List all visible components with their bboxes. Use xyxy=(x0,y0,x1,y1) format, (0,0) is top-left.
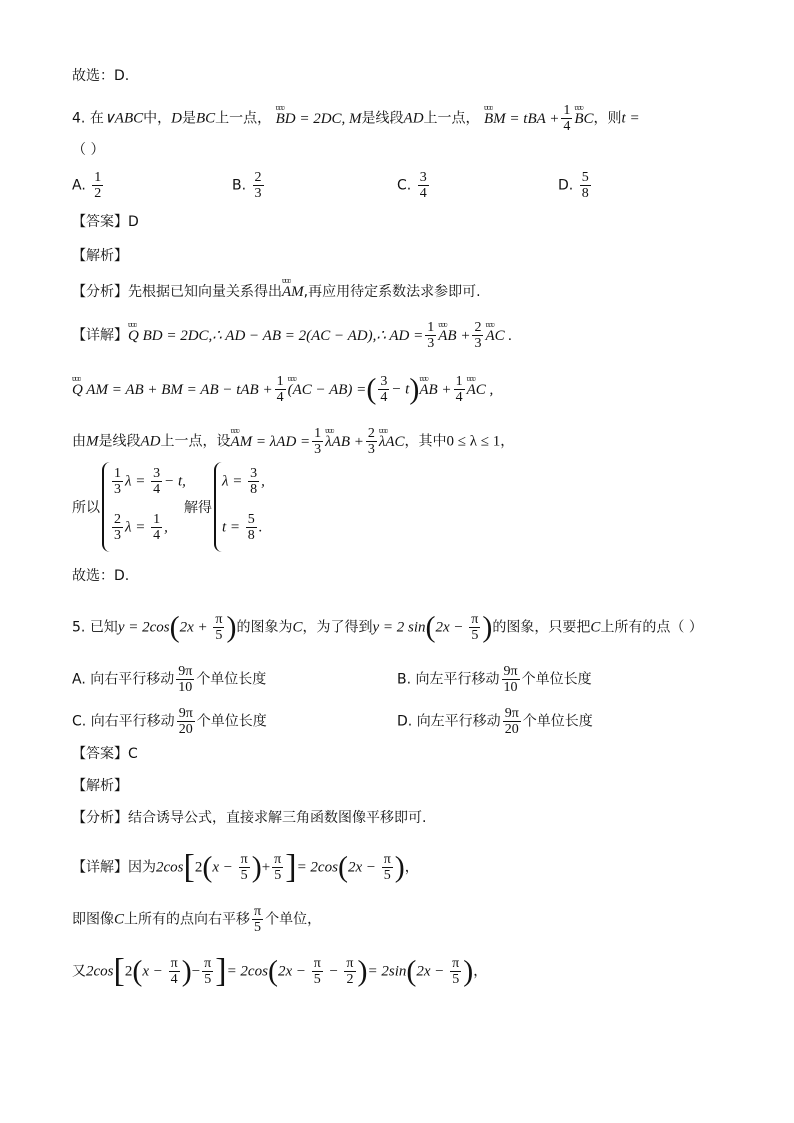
q5-answer: 【答案】C xyxy=(72,746,138,762)
q5-option-c[interactable]: C. 向右平行移动 $\frac{9\pi}{20}$ 个单位长度 xyxy=(72,706,267,737)
q4-vector-expr: ʋʋʋ BM = tBA + xyxy=(484,109,559,129)
q4-jiexi-heading: 【解析】 xyxy=(72,248,128,264)
q5-option-d[interactable]: D. 向左平行移动 $\frac{9\pi}{20}$ 个单位长度 xyxy=(397,706,593,737)
option-fraction: $\frac{5}{8}$ xyxy=(581,170,589,201)
q4-var: t = xyxy=(621,110,640,127)
q5-analysis: 【分析】结合诱导公式，直接求解三角函数图像平移即可. xyxy=(72,810,427,826)
q5-detail-line-3: 又2cos[2(x − $\frac{\pi}{4}$ )− $\frac{\pi}{5}$ ]= 2cos(2x − $\frac{\pi}{5}$ − $\frac{\pi}{2}$ )= 2sin(2x − $\frac{\pi}{5}$ )， xyxy=(72,952,488,990)
vector-am: ʋʋʋ AM xyxy=(282,282,304,302)
option-fraction: $\frac{1}{2}$ xyxy=(94,170,102,201)
q4-option-b[interactable]: B. $\frac{2}{3}$ xyxy=(232,170,262,201)
q4-text: 在 xyxy=(89,110,104,127)
q4-vector-condition: ʋʋʋ BD = 2DC, M xyxy=(276,109,362,129)
q4-text: 上一点， xyxy=(215,110,272,127)
q5-option-b[interactable]: B. 向左平行移动 $\frac{9\pi}{10}$ 个单位长度 xyxy=(397,664,592,695)
q4-detail-line-1: 【详解】ʋʋʋ Q BD = 2DC,∴ AD − AB = 2(AC − AD),∴ AD = $\frac{1}{3}$ ʋʋʋ AB + $\frac{2}{3}$ ʋʋʋ AC . xyxy=(72,320,512,351)
q4-answer-paren: （ ） xyxy=(72,142,105,158)
q4-text: 是 xyxy=(181,110,196,127)
q4-text: ，则 xyxy=(593,110,622,127)
q5-jiexi-heading: 【解析】 xyxy=(72,778,128,794)
q4-text: 中， xyxy=(143,110,172,127)
system1-row2: $\frac{2}{3}$ λ = $\frac{1}{4}$ , xyxy=(114,512,168,543)
q5-detail-line-1: 【详解】因为2cos[2(x − $\frac{\pi}{5}$ )+ $\frac{\pi}{5}$ ]= 2cos(2x − $\frac{\pi}{5}$ )， xyxy=(72,848,419,886)
q4-option-c[interactable]: C. $\frac{3}{4}$ xyxy=(397,170,427,201)
system2-row2: t = $\frac{5}{8}$ . xyxy=(222,512,263,543)
q4-detail-line-3: 由M是线段AD上一点，设ʋʋʋ AM = λAD = $\frac{1}{3}$ ʋʋʋ λAB + $\frac{2}{3}$ ʋʋʋ λAC，其中0 ≤ λ ≤ 1， xyxy=(72,426,514,457)
q4-option-a[interactable]: A. $\frac{1}{2}$ xyxy=(72,170,102,201)
q4-fraction: $\frac{1}{4}$ xyxy=(563,103,571,134)
q4-stem xyxy=(72,103,640,134)
q4-jiede: 解得 xyxy=(184,500,212,516)
q4-analysis: 【分析】先根据已知向量关系得出ʋʋʋ AM,再应用待定系数法求参即可. xyxy=(72,282,481,302)
q4-var: BC xyxy=(195,110,216,127)
prev-answer-conclusion: 故选：D. xyxy=(72,68,130,84)
option-fraction: $\frac{3}{4}$ xyxy=(419,170,427,201)
q4-suoyi: 所以 xyxy=(72,500,100,516)
q4-answer: 【答案】D xyxy=(72,214,139,230)
q4-var: AD xyxy=(403,110,424,127)
q4-detail-line-2: ʋʋʋ Q AM = AB + BM = AB − tAB + $\frac{1}{4}$ ʋʋʋ (AC − AB) =( $\frac{3}{4}$ − t)ʋʋʋ AB + $\frac{1}{4}$ ʋʋʋ AC , xyxy=(72,374,493,405)
q5-option-a[interactable]: A. 向右平行移动 $\frac{9\pi}{10}$ 个单位长度 xyxy=(72,664,267,695)
q4-var: D xyxy=(171,110,182,127)
q5-stem: 5. 已知y = 2cos(2x + $\frac{\pi}{5}$ )的图象为C，为了得到y = 2 sin(2x − $\frac{\pi}{5}$ )的图象，只要把C上所有的点（ ） xyxy=(72,610,703,644)
system2-row1: λ = $\frac{3}{8}$ , xyxy=(222,466,265,497)
q4-vector-bc: ʋʋʋ BC xyxy=(574,109,593,129)
option-fraction: $\frac{2}{3}$ xyxy=(254,170,262,201)
q4-text: 是线段 xyxy=(361,110,404,127)
q5-detail-line-2: 即图像C上所有的点向右平移 $\frac{\pi}{5}$ 个单位， xyxy=(72,904,322,935)
q4-conclusion: 故选：D. xyxy=(72,568,130,584)
q4-text: 上一点， xyxy=(423,110,480,127)
system1-row1: $\frac{1}{3}$ λ = $\frac{3}{4}$ − t, xyxy=(114,466,186,497)
q4-option-d[interactable]: D. $\frac{5}{8}$ xyxy=(558,170,589,201)
q4-number: 4. xyxy=(72,110,86,127)
q4-triangle: ∨ABC xyxy=(103,110,144,127)
